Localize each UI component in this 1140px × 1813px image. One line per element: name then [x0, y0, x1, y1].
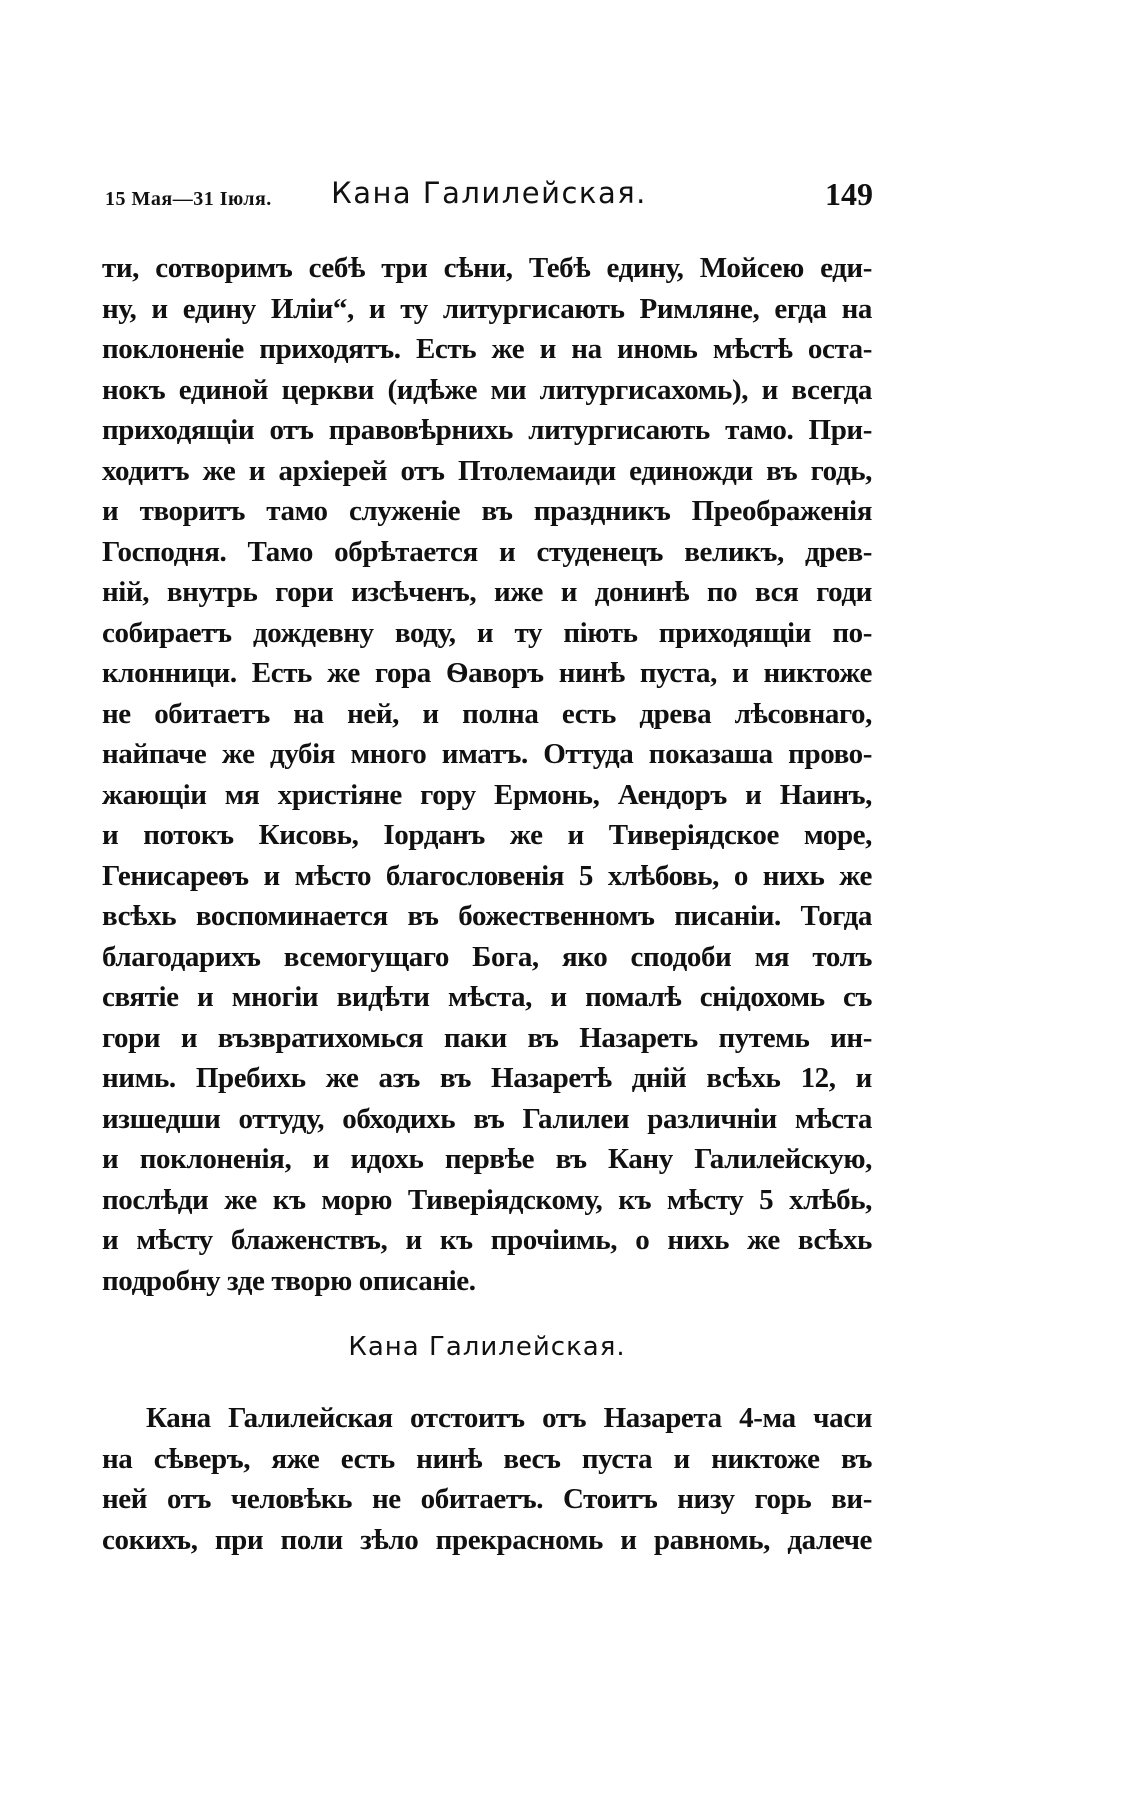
text-line: Генисареѳъ и мѣсто благословенія 5 хлѣбовь, о нихь же: [102, 859, 872, 892]
running-head-title: Кана Галилейская.: [331, 176, 647, 210]
text-line: Кана Галилейская отстоитъ отъ Назарета 4-ма часи: [146, 1402, 872, 1434]
text-line: приходящіи отъ правовѣрнихь литургисають тамо. При-: [102, 414, 872, 446]
text-line: нокъ единой церкви (идѣже ми литургисахомь), и всегда: [102, 373, 872, 406]
text-line: Господня. Тамо обрѣтается и студенецъ великъ, древ-: [102, 535, 872, 568]
section-heading: Кана Галилейская.: [348, 1332, 626, 1362]
running-head: [105, 176, 873, 216]
paragraph-1: [102, 248, 872, 1301]
text-line: гори и възвратихомься паки въ Назареть путемь ин-: [102, 1021, 872, 1054]
paragraph-2: [102, 1398, 872, 1560]
text-line: сокихъ, при поли зѣло прекрасномь и равномь, далече: [102, 1523, 872, 1556]
text-line: клонници. Есть же гора Ѳаворъ нинѣ пуста, и никтоже: [102, 657, 872, 689]
text-line: ти, сотворимъ себѣ три сѣни, Тебѣ едину, Мойсею еди-: [102, 252, 872, 284]
text-line: и потокъ Кисовь, Іорданъ же и Тиверіядское море,: [102, 819, 872, 851]
text-line: ходитъ же и архіерей отъ Птолемаиди единожди въ годь,: [102, 454, 872, 487]
text-line: ну, и едину Иліи“, и ту литургисають Римляне, егда на: [102, 292, 872, 325]
text-line: жающіи мя христіяне гору Ермонь, Аендоръ и Наинъ,: [102, 778, 872, 811]
text-line: и мѣсту блаженствъ, и къ прочіимь, о нихь же всѣхь: [102, 1224, 872, 1256]
text-line: на сѣверъ, яже есть нинѣ весъ пуста и никтоже въ: [102, 1442, 872, 1475]
text-line: послѣди же къ морю Тиверіядскому, къ мѣсту 5 хлѣбь,: [102, 1183, 872, 1216]
text-line: ней отъ человѣкь не обитаетъ. Стоитъ низу горь ви-: [102, 1483, 872, 1515]
text-line: не обитаетъ на ней, и полна есть древа лѣсовнаго,: [102, 697, 872, 730]
text-line: и поклоненія, и идохь первѣе въ Кану Галилейскую,: [102, 1143, 872, 1175]
text-line: поклоненіе приходятъ. Есть же и на иномь мѣстѣ оста-: [102, 333, 872, 365]
text-line: ній, внутрь гори изсѣченъ, иже и донинѣ по вся годи: [102, 576, 872, 608]
text-line: найпаче же дубія много иматъ. Оттуда показаша прово-: [102, 738, 872, 770]
text-line: всѣхь воспоминается въ божественномъ писаніи. Тогда: [102, 900, 872, 932]
text-line: собираетъ дождевну воду, и ту піють приходящіи по-: [102, 616, 872, 649]
text-line: подробну зде творю описаніе.: [102, 1264, 476, 1297]
running-head-date-range: 15 Мая—31 Іюля.: [105, 188, 272, 210]
text-line: изшедши оттуду, обходихь въ Галилеи различніи мѣста: [102, 1102, 872, 1135]
text-line: нимь. Пребихь же азъ въ Назаретѣ дній всѣхь 12, и: [102, 1062, 872, 1094]
text-line: святіе и многіи видѣти мѣста, и помалѣ снідохомь съ: [102, 981, 872, 1013]
text-line: благодарихъ всемогущаго Бога, яко сподоби мя толъ: [102, 940, 872, 973]
text-line: и творитъ тамо служеніе въ праздникъ Преображенія: [102, 495, 872, 527]
page-number: 149: [825, 176, 873, 212]
